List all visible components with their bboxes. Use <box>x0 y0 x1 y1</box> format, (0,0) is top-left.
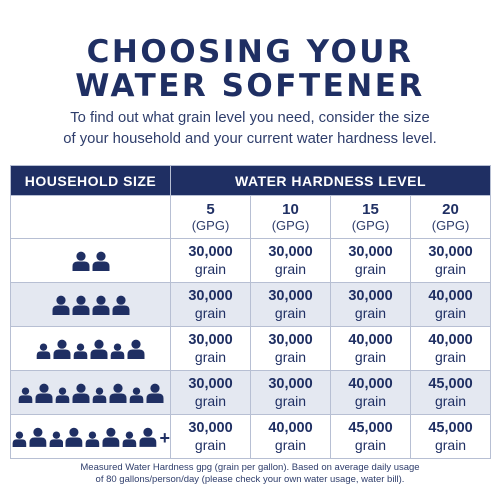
person-icon <box>92 251 110 271</box>
hardness-col-20 <box>411 196 491 239</box>
footnote-line-1: Measured Water Hardness gpg (grain per gallon). Based on average daily usage <box>80 462 420 473</box>
grain-unit: grain <box>194 260 227 277</box>
grain-cell <box>251 283 331 327</box>
household-size-cell <box>11 327 171 371</box>
grain-unit: grain <box>434 436 467 453</box>
person-icon <box>72 383 90 403</box>
table-row <box>11 415 491 459</box>
table-row <box>11 239 491 283</box>
grain-cell <box>331 239 411 283</box>
person-icon <box>85 431 100 447</box>
grain-unit: grain <box>354 392 387 409</box>
hardness-col-10 <box>251 196 331 239</box>
person-icon <box>112 295 130 315</box>
grain-cell <box>251 415 331 459</box>
grain-value: 45,000 <box>428 419 473 436</box>
grain-cell <box>251 371 331 415</box>
grain-value: 30,000 <box>188 419 233 436</box>
grain-cell <box>331 371 411 415</box>
grain-value: 45,000 <box>348 419 393 436</box>
person-icon <box>92 295 110 315</box>
grain-cell <box>411 239 491 283</box>
grain-value: 30,000 <box>268 287 313 304</box>
grain-unit: grain <box>434 260 467 277</box>
grain-value: 30,000 <box>188 287 233 304</box>
grain-value: 30,000 <box>348 243 393 260</box>
hardness-value: 10 <box>282 200 299 218</box>
grain-value: 30,000 <box>268 243 313 260</box>
household-size-cell <box>11 283 171 327</box>
grain-value: 30,000 <box>188 375 233 392</box>
grain-unit: grain <box>434 304 467 321</box>
grain-unit: grain <box>194 348 227 365</box>
grain-value: 30,000 <box>188 331 233 348</box>
hardness-col-15 <box>331 196 411 239</box>
table-row <box>11 371 491 415</box>
grain-unit: grain <box>354 304 387 321</box>
person-icon <box>65 427 83 447</box>
hardness-col-5 <box>171 196 251 239</box>
intro-line-1: To find out what grain level you need, consider the size <box>70 110 430 126</box>
person-icon <box>35 383 53 403</box>
intro-text <box>0 108 500 150</box>
grain-unit: grain <box>354 436 387 453</box>
grain-unit: grain <box>274 348 307 365</box>
grain-cell <box>411 327 491 371</box>
grain-unit: grain <box>274 392 307 409</box>
person-icon <box>72 251 90 271</box>
grain-cell <box>411 415 491 459</box>
person-icon <box>53 339 71 359</box>
person-icon <box>90 339 108 359</box>
intro-line-2: of your household and your current water hardness level. <box>63 131 437 147</box>
grain-cell <box>171 239 251 283</box>
person-icon <box>92 387 107 403</box>
grain-cell <box>251 327 331 371</box>
hardness-unit: (GPG) <box>431 217 470 233</box>
table-header-row <box>11 166 491 196</box>
hardness-unit: (GPG) <box>351 217 390 233</box>
grain-cell <box>331 327 411 371</box>
grain-cell <box>171 283 251 327</box>
grain-table <box>10 165 491 459</box>
grain-unit: grain <box>274 304 307 321</box>
grain-value: 30,000 <box>348 287 393 304</box>
table-row <box>11 283 491 327</box>
grain-cell <box>251 239 331 283</box>
grain-cell <box>411 371 491 415</box>
table-row <box>11 327 491 371</box>
hardness-unit: (GPG) <box>191 217 230 233</box>
person-icon <box>36 343 51 359</box>
household-icons <box>11 383 170 403</box>
person-icon <box>12 431 27 447</box>
grain-value: 30,000 <box>268 331 313 348</box>
person-icon <box>29 427 47 447</box>
footnote <box>0 462 500 486</box>
grain-unit: grain <box>194 436 227 453</box>
hardness-value: 5 <box>206 200 215 218</box>
grain-value: 30,000 <box>428 243 473 260</box>
grain-value: 40,000 <box>348 375 393 392</box>
person-icon <box>110 343 125 359</box>
title-line-1: CHOOSING YOUR <box>86 34 414 70</box>
person-icon <box>52 295 70 315</box>
plus-icon: + <box>159 427 171 448</box>
person-icon <box>73 343 88 359</box>
person-icon <box>129 387 144 403</box>
grain-cell <box>171 327 251 371</box>
grain-unit: grain <box>354 348 387 365</box>
household-size-cell <box>11 371 171 415</box>
hardness-subheader-row <box>11 196 491 239</box>
grain-value: 30,000 <box>188 243 233 260</box>
household-icons <box>11 295 170 315</box>
grain-value: 45,000 <box>428 375 473 392</box>
grain-value: 40,000 <box>348 331 393 348</box>
header-water-hardness: WATER HARDNESS LEVEL <box>171 166 491 196</box>
grain-cell <box>171 415 251 459</box>
footnote-line-2: of 80 gallons/person/day (please check your own water usage, water bill). <box>95 474 405 485</box>
grain-value: 40,000 <box>428 331 473 348</box>
hardness-value: 20 <box>442 200 459 218</box>
hardness-unit: (GPG) <box>271 217 310 233</box>
person-icon <box>55 387 70 403</box>
household-icons <box>11 251 170 271</box>
grain-value: 40,000 <box>428 287 473 304</box>
empty-cell <box>11 196 171 239</box>
grain-unit: grain <box>194 392 227 409</box>
grain-cell <box>411 283 491 327</box>
grain-cell <box>171 371 251 415</box>
person-icon <box>109 383 127 403</box>
title-line-2: WATER SOFTENER <box>75 68 425 104</box>
person-icon <box>102 427 120 447</box>
person-icon <box>122 431 137 447</box>
grain-value: 30,000 <box>268 375 313 392</box>
grain-unit: grain <box>434 392 467 409</box>
household-size-cell <box>11 239 171 283</box>
grain-unit: grain <box>194 304 227 321</box>
grain-unit: grain <box>274 260 307 277</box>
person-icon <box>139 427 157 447</box>
person-icon <box>146 383 164 403</box>
hardness-value: 15 <box>362 200 379 218</box>
grain-unit: grain <box>354 260 387 277</box>
person-icon <box>49 431 64 447</box>
household-icons <box>11 339 170 359</box>
household-size-cell <box>11 415 171 459</box>
grain-value: 40,000 <box>268 419 313 436</box>
grain-cell <box>331 415 411 459</box>
person-icon <box>18 387 33 403</box>
grain-cell <box>331 283 411 327</box>
grain-unit: grain <box>274 436 307 453</box>
person-icon <box>72 295 90 315</box>
header-household-size: HOUSEHOLD SIZE <box>11 166 171 196</box>
grain-unit: grain <box>434 348 467 365</box>
person-icon <box>127 339 145 359</box>
household-icons <box>11 427 170 447</box>
